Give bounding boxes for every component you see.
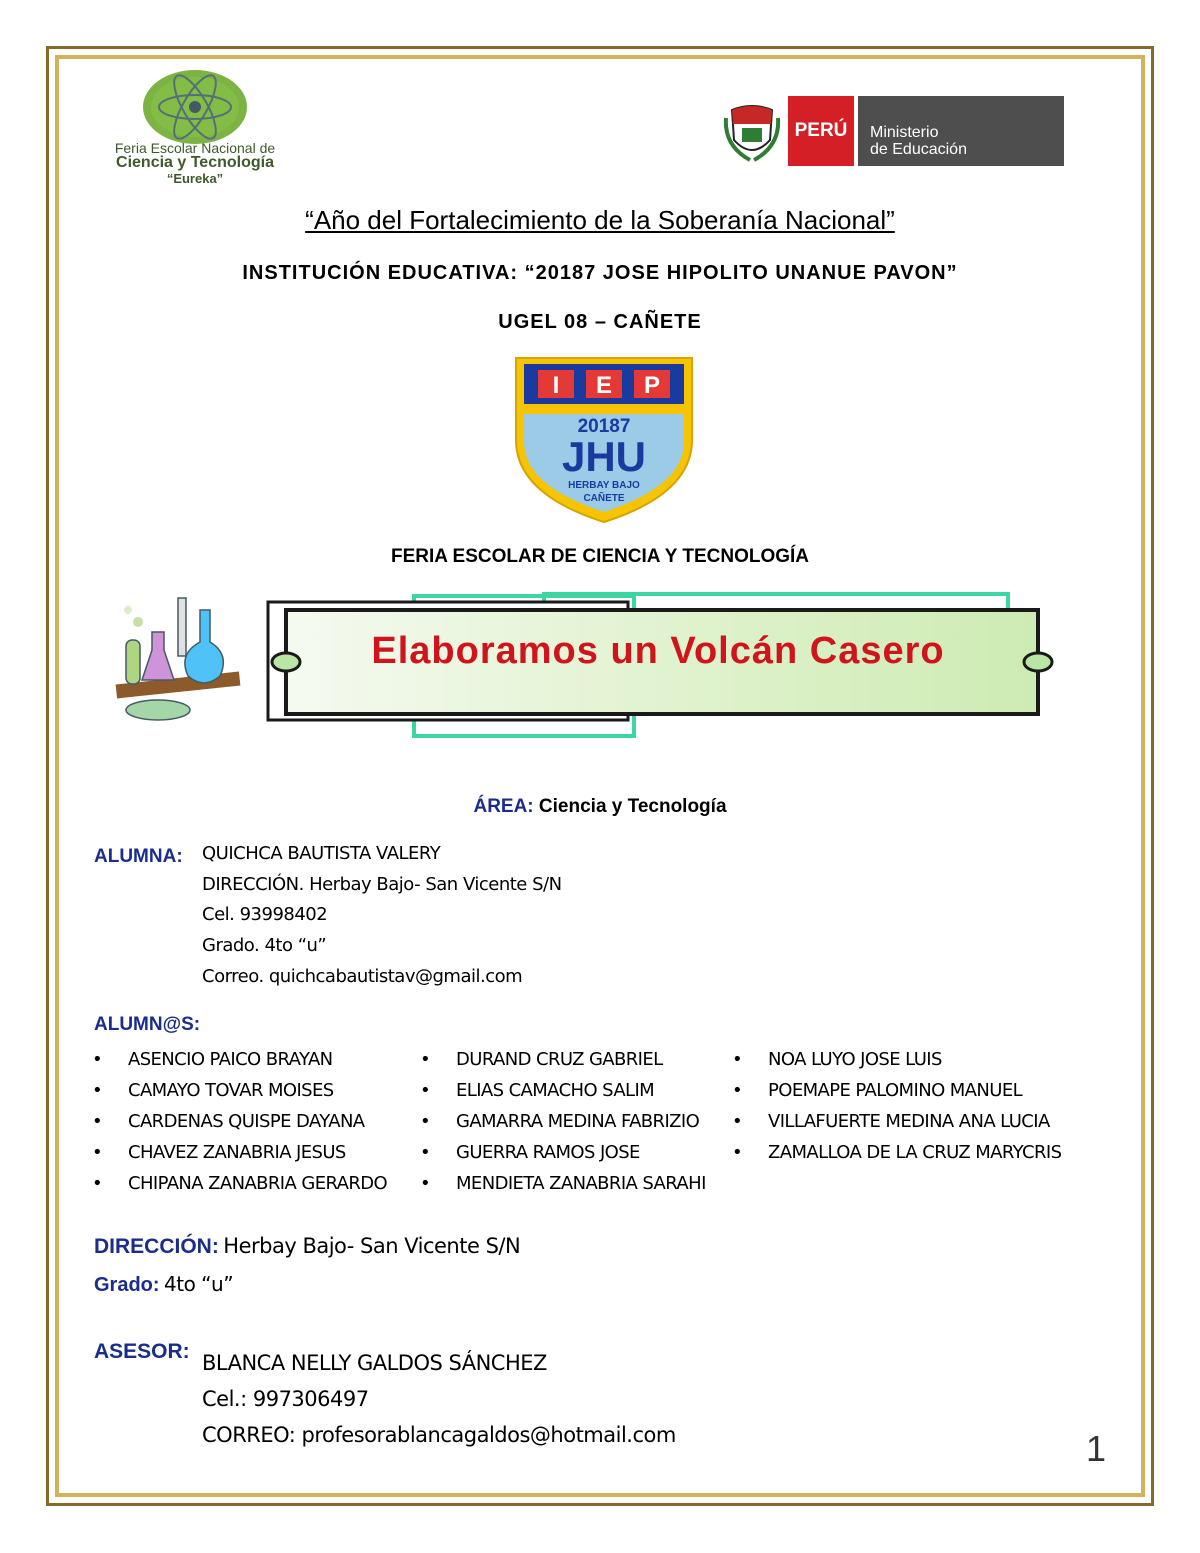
grado-label: Grado: bbox=[94, 1274, 160, 1296]
list-item: • CHAVEZ ZANABRIA JESUS bbox=[92, 1139, 387, 1170]
alumnos-col1 bbox=[92, 1046, 387, 1201]
list-item: • NOA LUYO JOSE LUIS bbox=[732, 1046, 1061, 1077]
institution-name: INSTITUCIÓN EDUCATIVA: “20187 JOSE HIPOLITO UNANUE PAVON” bbox=[242, 262, 958, 284]
direccion-value: Herbay Bajo- San Vicente S/N bbox=[223, 1234, 521, 1258]
grado-value: 4to “u” bbox=[164, 1272, 234, 1296]
list-item: • ASENCIO PAICO BRAYAN bbox=[92, 1046, 387, 1077]
minedu-ministerio: Ministerio bbox=[870, 124, 939, 141]
alumna-label: ALUMNA: bbox=[94, 846, 183, 867]
project-title: Elaboramos un Volcán Casero bbox=[371, 630, 945, 672]
alumnos-col2 bbox=[420, 1046, 706, 1201]
peru-shield-icon bbox=[724, 98, 780, 164]
list-item: • DURAND CRUZ GABRIEL bbox=[420, 1046, 706, 1077]
page-number: 1 bbox=[1086, 1428, 1107, 1469]
list-item: • ZAMALLOA DE LA CRUZ MARYCRIS bbox=[732, 1139, 1061, 1170]
ugel-label: UGEL 08 – CAÑETE bbox=[498, 311, 702, 333]
alumna-name: QUICHCA BAUTISTA VALERY bbox=[202, 843, 441, 864]
crest-letter-i: I bbox=[552, 372, 560, 399]
asesor-cel: Cel.: 997306497 bbox=[202, 1387, 369, 1411]
list-item: • GUERRA RAMOS JOSE bbox=[420, 1139, 706, 1170]
asesor-name: BLANCA NELLY GALDOS SÁNCHEZ bbox=[202, 1351, 547, 1375]
lab-flasks-icon bbox=[108, 592, 248, 722]
asesor-correo: CORREO: profesorablancagaldos@hotmail.com bbox=[202, 1423, 676, 1447]
list-item: • GAMARRA MEDINA FABRIZIO bbox=[420, 1108, 706, 1139]
eureka-logo-line1: Feria Escolar Nacional de bbox=[114, 140, 276, 156]
alumna-correo: Correo. quichcabautistav@gmail.com bbox=[202, 966, 523, 987]
alumnos-col3 bbox=[732, 1046, 1061, 1170]
atom-icon bbox=[140, 68, 250, 146]
motto: “Año del Fortalecimiento de la Soberanía Nacional” bbox=[305, 205, 895, 235]
crest-place2: CAÑETE bbox=[583, 493, 625, 504]
list-item: • CHIPANA ZANABRIA GERARDO bbox=[92, 1170, 387, 1201]
direccion-line bbox=[94, 1234, 520, 1259]
area-line bbox=[0, 796, 1200, 818]
list-item: • CAMAYO TOVAR MOISES bbox=[92, 1077, 387, 1108]
eureka-logo-line2: Ciencia y Tecnología bbox=[116, 154, 274, 171]
grado-line bbox=[94, 1272, 233, 1297]
eureka-logo-line3: “Eureka” bbox=[166, 171, 224, 186]
crest-letter-p: P bbox=[643, 372, 660, 399]
crest-number: 20187 bbox=[577, 416, 631, 437]
crest-letter-e: E bbox=[595, 372, 612, 399]
alumna-cel: Cel. 93998402 bbox=[202, 904, 328, 925]
list-item: • VILLAFUERTE MEDINA ANA LUCIA bbox=[732, 1108, 1061, 1139]
peru-label: PERÚ bbox=[788, 96, 854, 166]
area-value: Ciencia y Tecnología bbox=[538, 796, 727, 817]
list-item: • POEMAPE PALOMINO MANUEL bbox=[732, 1077, 1061, 1108]
list-item: • ELIAS CAMACHO SALIM bbox=[420, 1077, 706, 1108]
crest-jhu: JHU bbox=[561, 433, 647, 480]
minedu-educacion: de Educación bbox=[870, 141, 967, 158]
alumna-grado: Grado. 4to “u” bbox=[202, 935, 327, 956]
crest-place1: HERBAY BAJO bbox=[568, 480, 640, 491]
list-item: • MENDIETA ZANABRIA SARAHI bbox=[420, 1170, 706, 1201]
minedu-label bbox=[858, 96, 1064, 166]
alumna-direccion: DIRECCIÓN. Herbay Bajo- San Vicente S/N bbox=[202, 874, 562, 895]
list-item: • CARDENAS QUISPE DAYANA bbox=[92, 1108, 387, 1139]
feria-title: FERIA ESCOLAR DE CIENCIA Y TECNOLOGÍA bbox=[390, 546, 810, 567]
asesor-label: ASESOR: bbox=[94, 1340, 190, 1363]
area-label: ÁREA: bbox=[473, 796, 534, 817]
alumnos-label: ALUMN@S: bbox=[94, 1014, 201, 1035]
direccion-label: DIRECCIÓN: bbox=[94, 1235, 219, 1258]
